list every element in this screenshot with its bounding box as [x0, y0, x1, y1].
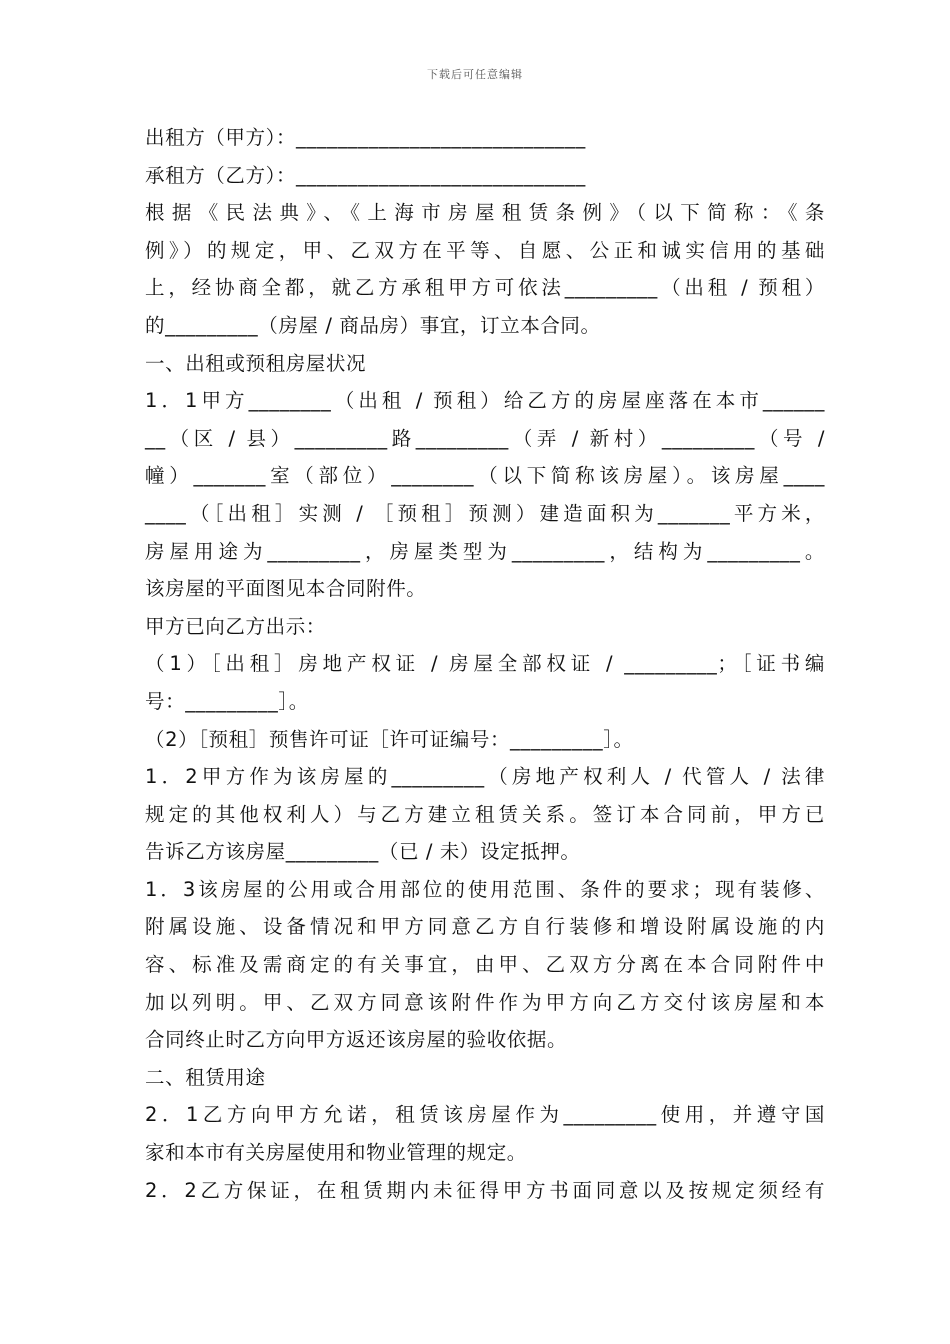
clause-line: 1．1甲方________（出租 / 预租）给乙方的房屋座落在本市______	[145, 389, 825, 413]
clause-line: （1）［出租］房地产权证 / 房屋全部权证 / _________；［证书编	[145, 652, 825, 676]
clause-line: ____（［出租］实测 / ［预租］预测）建造面积为_______平方米，	[145, 501, 825, 525]
clause-line: 合同终止时乙方向甲方返还该房屋的验收依据。	[145, 1028, 568, 1052]
preamble-line: 根据《民法典》、《上海市房屋租赁条例》（以下简称：《条	[145, 201, 825, 225]
clause-line: 甲方已向乙方出示：	[145, 614, 326, 638]
clause-line: 2．1乙方向甲方允诺，租赁该房屋作为_________使用，并遵守国	[145, 1103, 825, 1127]
header-note: 下载后可任意编辑	[427, 68, 523, 81]
clause-line: 该房屋的平面图见本合同附件。	[145, 577, 427, 601]
clause-line: 1．2甲方作为该房屋的_________（房地产权利人 / 代管人 / 法律	[145, 765, 825, 789]
preamble-line: 上，经协商全都，就乙方承租甲方可依法_________（出租 / 预租）	[145, 276, 825, 300]
clause-line: 号：_________］。	[145, 689, 309, 713]
section-heading: 一、出租或预租房屋状况	[145, 351, 367, 375]
clause-line: 加以列明。甲、乙双方同意该附件作为甲方向乙方交付该房屋和本	[145, 990, 825, 1014]
tenant-party-line: 承租方（乙方）：____________________________	[145, 163, 586, 187]
clause-line: 幢）_______室（部位）________（以下简称该房屋）。该房屋____	[145, 464, 825, 488]
preamble-line: 例》）的规定，甲、乙双方在平等、自愿、公正和诚实信用的基础	[145, 238, 825, 262]
clause-line: 告诉乙方该房屋_________（已 / 未）设定抵押。	[145, 840, 581, 864]
preamble-line: 的_________（房屋 / 商品房）事宜，订立本合同。	[145, 313, 601, 337]
clause-line: 家和本市有关房屋使用和物业管理的规定。	[145, 1141, 527, 1165]
landlord-party-line: 出租方（甲方）：____________________________	[145, 126, 586, 149]
clause-line: （2）［预租］预售许可证［许可证编号：_________］。	[145, 727, 634, 751]
clause-line: __（区 / 县）_________路_________（弄 / 新村）_________（号 /	[145, 426, 825, 450]
clause-line: 附属设施、设备情况和甲方同意乙方自行装修和增设附属设施的内	[145, 915, 825, 939]
clause-line: 1．3该房屋的公用或合用部位的使用范围、条件的要求；现有装修、	[145, 877, 825, 901]
contract-body	[145, 119, 825, 1209]
clause-line: 房屋用途为_________，房屋类型为_________，结构为_________。	[145, 539, 825, 563]
clause-line: 2．2乙方保证，在租赁期内未征得甲方书面同意以及按规定须经有	[145, 1178, 825, 1202]
section-heading: 二、租赁用途	[145, 1065, 266, 1089]
clause-line: 容、标准及需商定的有关事宜，由甲、乙双方分离在本合同附件中	[145, 953, 825, 977]
clause-line: 规定的其他权利人）与乙方建立租赁关系。签订本合同前，甲方已	[145, 802, 825, 826]
